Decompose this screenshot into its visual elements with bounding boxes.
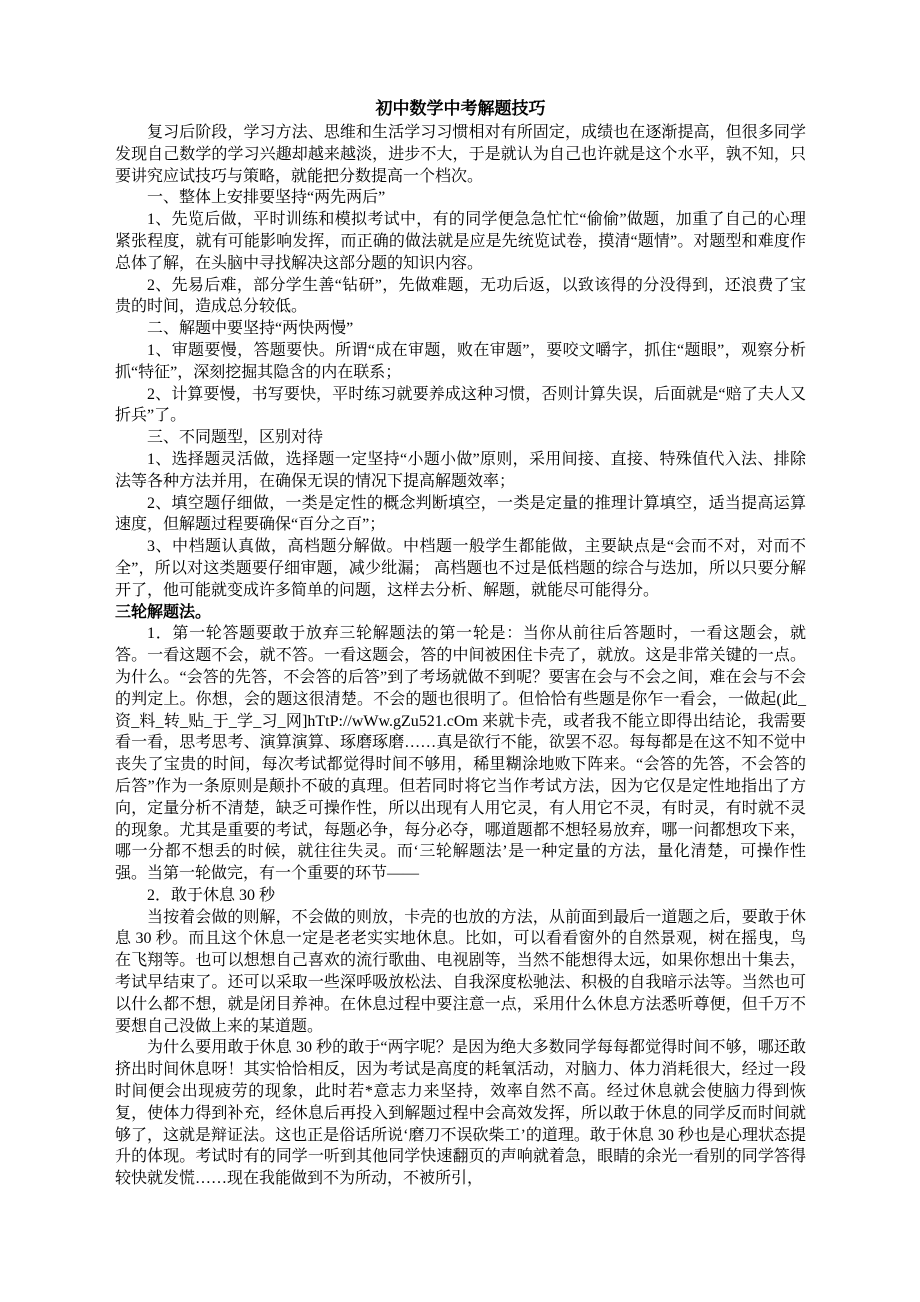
document-title: 初中数学中考解题技巧	[375, 99, 546, 118]
paragraph: 当按着会做的则解，不会做的则放，卡壳的也放的方法，从前面到最后一道题之后，要敢于休息 30 秒。而且这个休息一定是老老实实地休息。比如，可以看看窗外的自然景观，树在摇曳，鸟在飞翔等。也可以想想自己喜欢的流行歌曲、电视剧等，当然不能想得太远，如果你想出十集去，考试早结束了。还可以采取一些深呼吸放松法、自我深度松驰法、积极的自我暗示法等。当然也可以什么都不想，就是闭目养神。在休息过程中要注意一点，采用什么休息方法悉听尊便，但千万不要想自己没做上来的某道题。	[115, 908, 806, 1035]
paragraph: 2、填空题仔细做，一类是定性的概念判断填空，一类是定量的推理计算填空，适当提高运算速度，但解题过程要确保“百分之百”；	[115, 494, 806, 534]
paragraph: 一、整体上安排要坚持“两先两后”	[147, 189, 386, 207]
paragraph: 复习后阶段，学习方法、思维和生活学习习惯相对有所固定，成绩也在逐渐提高，但很多同学发现自己数学的学习兴趣却越来越淡，进步不大，于是就认为自己也许就是这个水平，孰不知，只要讲究应试技巧与策略，就能把分数提高一个档次。	[115, 124, 806, 185]
paragraph: 1、选择题灵活做，选择题一定坚持“小题小做”原则，采用间接、直接、特殊值代入法、排除法等各种方法并用，在确保无误的情况下提高解题效率；	[115, 450, 806, 490]
paragraph: 3、中档题认真做，高档题分解做。中档题一般学生都能做，主要缺点是“会而不对，对而不全”，所以对这类题要仔细审题，减少纰漏； 高档题也不过是低档题的综合与迭加，所以只要分解开了，他可能就变成许多简单的问题，这样去分析、解题，就能尽可能得分。	[115, 538, 806, 599]
paragraph: 为什么要用敢于休息 30 秒的敢于“两字呢？是因为绝大多数同学每每都觉得时间不够，哪还敢挤出时间休息呀！其实恰恰相反，因为考试是高度的耗氧活动，对脑力、体力消耗很大，经过一段时间便会出现疲劳的现象，此时若*意志力来坚持，效率自然不高。经过休息就会使脑力得到恢复，使体力得到补充，经休息后再投入到解题过程中会高效发挥，所以敢于休息的同学反而时间就够了，这就是辩证法。这也正是俗话所说‘磨刀不误砍柴工’的道理。敢于休息 30 秒也是心理状态提升的体现。考试时有的同学一听到其他同学快速翻页的声响就着急，眼睛的余光一看别的同学答得较快就发慌……现在我能做到不为所动，不被所引，	[115, 1039, 806, 1188]
paragraph: 2、先易后难，部分学生善“钻研”，先做难题，无功后返，以致该得的分没得到，还浪费了宝贵的时间，造成总分较低。	[115, 276, 806, 316]
paragraph: 三轮解题法。	[115, 603, 212, 621]
paragraph: 2．敢于休息 30 秒	[147, 886, 276, 904]
paragraph: 1、审题要慢，答题要快。所谓“成在审题，败在审题”，要咬文嚼字，抓住“题眼”，观察分析抓“特征”，深刻挖掘其隐含的内在联系；	[115, 341, 806, 381]
paragraph: 2、计算要慢，书写要快，平时练习就要养成这种习惯，否则计算失误，后面就是“赔了夫人又折兵”了。	[115, 385, 806, 425]
document-body	[115, 122, 806, 1190]
paragraph: 二、解题中要坚持“两快两慢”	[147, 320, 354, 338]
paragraph: 1．第一轮答题要敢于放弃三轮解题法的第一轮是：当你从前往后答题时，一看这题会，就答。一看这题不会，就不答。一看这题会，答的中间被困住卡壳了，就放。这是非常关键的一点。为什么。“会答的先答，不会答的后答”到了考场就做不到呢？要害在会与不会之间，难在会与不会的判定上。你想，会的题这很清楚。不会的题也很明了。但恰恰有些题是你乍一看会，一做起(此_资_料_转_贴_于_学_习_网]hTtP://wWw.gZu521.cOm 来就卡壳，或者我不能立即得出结论，我需要看一看，思考思考、演算演算、琢磨琢磨……真是欲行不能，欲罢不忍。每每都是在这不知不觉中丧失了宝贵的时间，每次考试都觉得时间不够用，稀里糊涂地败下阵来。“会答的先答，不会答的后答”作为一条原则是颠扑不破的真理。但若同时将它当作考试方法，因为它仅是定性地指出了方向，定量分析不清楚，缺乏可操作性，所以出现有人用它灵，有人用它不灵，有时灵，有时就不灵的现象。尤其是重要的考试，每题必争，每分必夺，哪道题都不想轻易放弃，哪一问都想攻下来，哪一分都不想丢的时候，就往往失灵。而‘三轮解题法’是一种定量的方法，量化清楚，可操作性强。当第一轮做完，有一个重要的环节——	[115, 625, 806, 883]
paragraph: 1、先览后做，平时训练和模拟考试中，有的同学便急急忙忙“偷偷”做题，加重了自己的心理紧张程度，就有可能影响发挥，而正确的做法就是应是先统览试卷，摸清“题情”。对题型和难度作总体了解，在头脑中寻找解决这部分题的知识内容。	[115, 211, 806, 272]
paragraph: 三、不同题型，区别对待	[147, 429, 324, 447]
